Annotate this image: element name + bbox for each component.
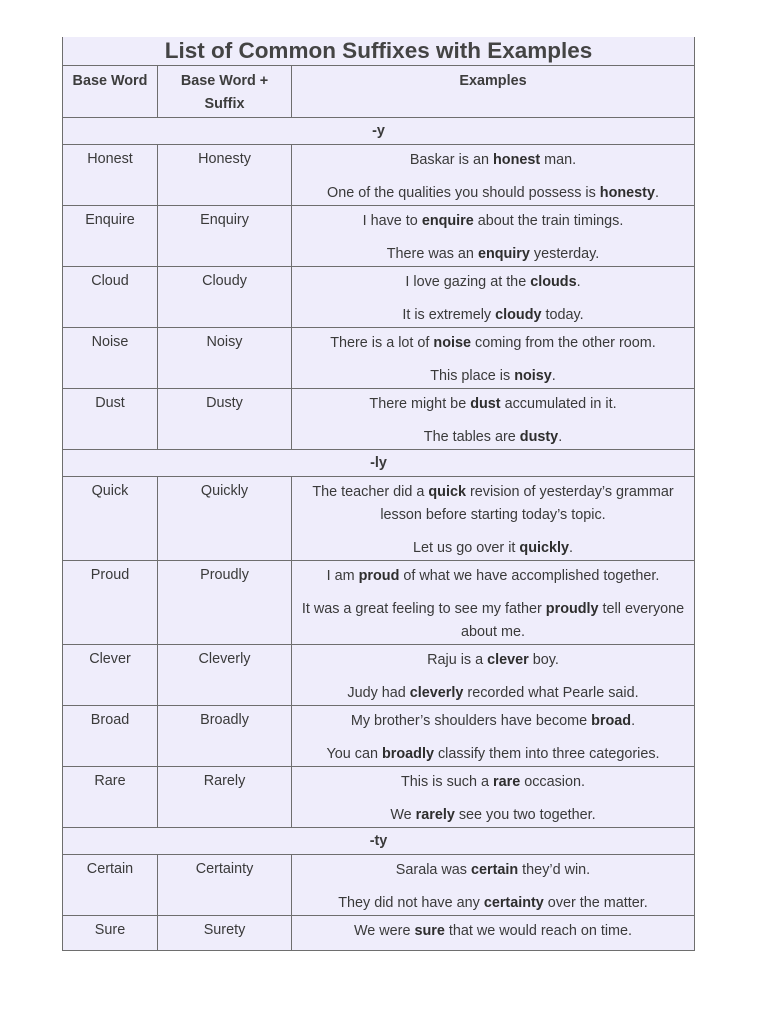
example-sentence xyxy=(298,920,688,943)
example-text: They did not have any xyxy=(338,895,484,911)
example-text: My brother’s shoulders have become xyxy=(350,713,592,729)
example-text: There was an xyxy=(386,246,478,262)
examples-cell xyxy=(292,855,695,916)
example-sentence xyxy=(298,149,688,172)
suffix-document xyxy=(62,37,694,951)
suffixed-word-cell: Quickly xyxy=(158,477,292,561)
highlighted-word: sure xyxy=(414,923,445,939)
example-text: about the train timings. xyxy=(473,213,624,229)
example-text: that we would reach on time. xyxy=(444,923,633,939)
highlighted-word: certain xyxy=(470,862,519,878)
suffixed-word-cell: Honesty xyxy=(158,145,292,206)
example-sentence xyxy=(298,743,688,766)
table-row xyxy=(63,855,695,916)
base-word-cell: Certain xyxy=(63,855,158,916)
example-text: today. xyxy=(541,307,584,323)
base-word-cell: Proud xyxy=(63,561,158,645)
examples-cell xyxy=(292,477,695,561)
highlighted-word: honesty xyxy=(599,185,655,201)
examples-cell xyxy=(292,267,695,328)
example-sentence xyxy=(298,271,688,294)
table-body xyxy=(63,118,695,951)
group-label: -ly xyxy=(63,450,695,477)
suffixed-word-cell: Surety xyxy=(158,916,292,951)
example-sentence xyxy=(298,481,688,527)
suffixed-word-cell: Cleverly xyxy=(158,645,292,706)
base-word-cell: Quick xyxy=(63,477,158,561)
example-sentence xyxy=(298,598,688,644)
example-text: . xyxy=(569,540,573,556)
group-row xyxy=(63,450,695,477)
examples-cell xyxy=(292,645,695,706)
example-text: Raju is a xyxy=(427,652,488,668)
base-word-cell: Broad xyxy=(63,706,158,767)
highlighted-word: dusty xyxy=(519,429,559,445)
highlighted-word: enquiry xyxy=(477,246,530,262)
example-text: This place is xyxy=(430,368,515,384)
example-text: You can xyxy=(326,746,382,762)
example-sentence xyxy=(298,426,688,449)
example-text: . xyxy=(551,368,556,384)
table-row xyxy=(63,206,695,267)
example-sentence xyxy=(298,243,688,266)
suffixed-word-cell: Cloudy xyxy=(158,267,292,328)
highlighted-word: dust xyxy=(470,396,501,412)
highlighted-word: cloudy xyxy=(495,307,542,323)
table-row xyxy=(63,328,695,389)
page-title: List of Common Suffixes with Examples xyxy=(63,37,695,66)
examples-cell xyxy=(292,206,695,267)
example-sentence xyxy=(298,892,688,915)
example-text: they’d win. xyxy=(518,862,591,878)
example-text: . xyxy=(631,713,636,729)
example-text: accumulated in it. xyxy=(500,396,617,412)
example-sentence xyxy=(298,859,688,882)
highlighted-word: rarely xyxy=(415,807,455,823)
example-text: It is extremely xyxy=(402,307,496,323)
highlighted-word: enquire xyxy=(421,213,474,229)
highlighted-word: broadly xyxy=(381,746,434,762)
base-word-cell: Dust xyxy=(63,389,158,450)
example-text: . xyxy=(576,274,581,290)
highlighted-word: noisy xyxy=(514,368,552,384)
example-sentence xyxy=(298,565,688,588)
highlighted-word: cleverly xyxy=(409,685,464,701)
example-text: man. xyxy=(540,152,577,168)
examples-cell xyxy=(292,706,695,767)
example-text: occasion. xyxy=(520,774,585,790)
examples-cell xyxy=(292,916,695,951)
example-text: coming from the other room. xyxy=(471,335,656,351)
highlighted-word: honest xyxy=(493,152,541,168)
example-sentence xyxy=(298,710,688,733)
example-text: There might be xyxy=(369,396,471,412)
suffix-table xyxy=(62,37,695,951)
table-row xyxy=(63,389,695,450)
example-text: Sarala was xyxy=(395,862,471,878)
suffixed-word-cell: Rarely xyxy=(158,767,292,828)
group-label: -y xyxy=(63,118,695,145)
highlighted-word: proudly xyxy=(545,601,599,617)
examples-cell xyxy=(292,328,695,389)
example-sentence xyxy=(298,365,688,388)
base-word-cell: Rare xyxy=(63,767,158,828)
examples-cell xyxy=(292,561,695,645)
header-examples: Examples xyxy=(292,66,695,118)
example-sentence xyxy=(298,682,688,705)
group-row xyxy=(63,118,695,145)
group-label: -ty xyxy=(63,828,695,855)
table-row xyxy=(63,477,695,561)
examples-cell xyxy=(292,145,695,206)
example-text: Let us go over it xyxy=(413,540,520,556)
example-text: of what we have accomplished together. xyxy=(399,568,660,584)
example-text: classify them into three categories. xyxy=(433,746,660,762)
example-text: over the matter. xyxy=(543,895,648,911)
example-text: Judy had xyxy=(347,685,410,701)
table-row xyxy=(63,267,695,328)
suffixed-word-cell: Noisy xyxy=(158,328,292,389)
example-text: One of the qualities you should possess is xyxy=(327,185,600,201)
example-text: There is a lot of xyxy=(330,335,434,351)
example-sentence xyxy=(298,182,688,205)
suffixed-word-cell: Enquiry xyxy=(158,206,292,267)
example-text: recorded what Pearle said. xyxy=(463,685,639,701)
base-word-cell: Honest xyxy=(63,145,158,206)
base-word-cell: Noise xyxy=(63,328,158,389)
table-row xyxy=(63,561,695,645)
header-row xyxy=(63,66,695,118)
example-text: It was a great feeling to see my father xyxy=(301,601,546,617)
example-text: We were xyxy=(353,923,415,939)
highlighted-word: noise xyxy=(433,335,471,351)
table-row xyxy=(63,916,695,951)
example-text: I love gazing at the xyxy=(405,274,531,290)
example-text: This is such a xyxy=(401,774,493,790)
suffixed-word-cell: Proudly xyxy=(158,561,292,645)
example-text: Baskar is an xyxy=(409,152,493,168)
example-sentence xyxy=(298,804,688,827)
highlighted-word: quick xyxy=(428,484,466,500)
example-text: The teacher did a xyxy=(312,484,429,500)
base-word-cell: Sure xyxy=(63,916,158,951)
header-base-word: Base Word xyxy=(63,66,158,118)
example-sentence xyxy=(298,210,688,233)
examples-cell xyxy=(292,767,695,828)
highlighted-word: clouds xyxy=(530,274,577,290)
table-row xyxy=(63,767,695,828)
example-text: I have to xyxy=(362,213,422,229)
example-text: The tables are xyxy=(423,429,520,445)
example-sentence xyxy=(298,393,688,416)
header-suffix-text: Base Word + Suffix xyxy=(180,73,269,112)
example-text: . xyxy=(654,185,659,201)
example-sentence xyxy=(298,304,688,327)
group-row xyxy=(63,828,695,855)
highlighted-word: broad xyxy=(591,713,632,729)
suffixed-word-cell: Certainty xyxy=(158,855,292,916)
example-text: revision of yesterday’s grammar lesson before starting today’s topic. xyxy=(380,484,674,523)
example-sentence xyxy=(298,332,688,355)
base-word-cell: Cloud xyxy=(63,267,158,328)
example-sentence xyxy=(298,537,688,560)
highlighted-word: rare xyxy=(492,774,521,790)
example-text: . xyxy=(558,429,563,445)
example-text: We xyxy=(390,807,416,823)
highlighted-word: certainty xyxy=(483,895,544,911)
example-sentence xyxy=(298,649,688,672)
table-row xyxy=(63,145,695,206)
highlighted-word: quickly xyxy=(519,540,569,556)
examples-cell xyxy=(292,389,695,450)
example-text: see you two together. xyxy=(454,807,596,823)
suffixed-word-cell: Dusty xyxy=(158,389,292,450)
table-row xyxy=(63,645,695,706)
highlighted-word: clever xyxy=(487,652,529,668)
highlighted-word: proud xyxy=(358,568,400,584)
example-text: boy. xyxy=(528,652,559,668)
suffixed-word-cell: Broadly xyxy=(158,706,292,767)
table-row xyxy=(63,706,695,767)
example-text: yesterday. xyxy=(529,246,600,262)
example-sentence xyxy=(298,771,688,794)
title-row xyxy=(63,37,695,66)
base-word-cell: Enquire xyxy=(63,206,158,267)
header-base-word-suffix xyxy=(158,66,292,118)
example-text: tell everyone about me. xyxy=(461,601,685,640)
base-word-cell: Clever xyxy=(63,645,158,706)
example-text: I am xyxy=(326,568,359,584)
